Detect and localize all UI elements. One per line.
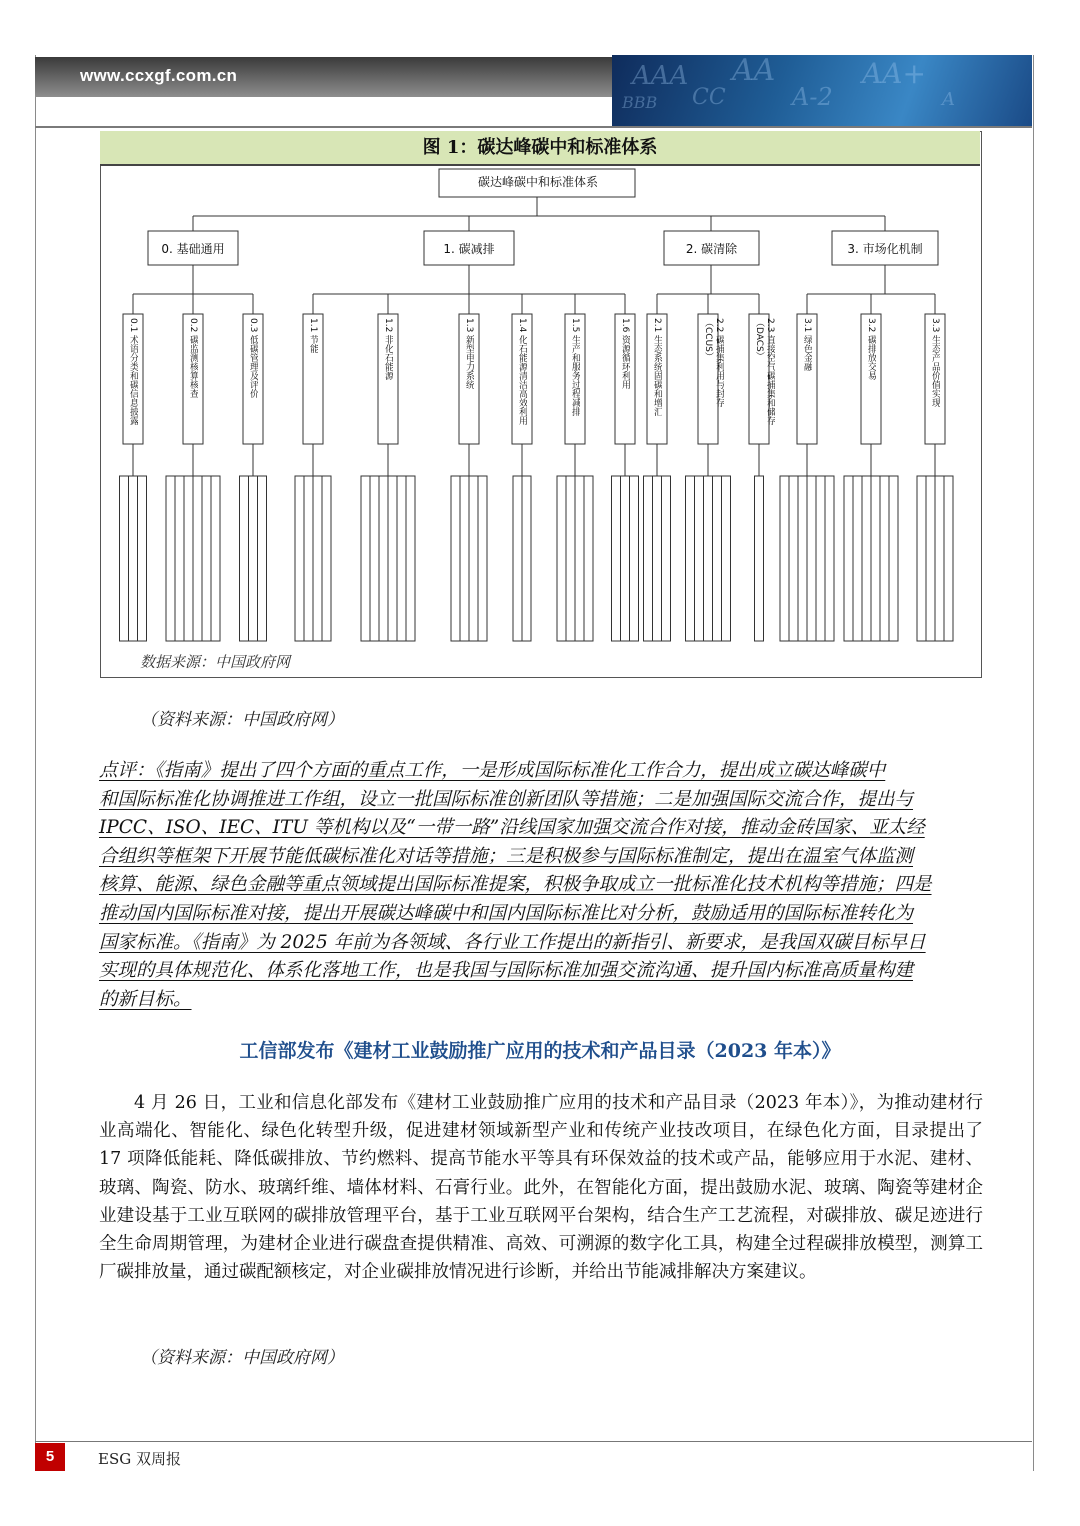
- tree-leaf-box: [120, 476, 129, 641]
- header-brand-title: ESG 双周报: [891, 34, 1002, 58]
- tree-l2-label: 3.2 碳排放交易: [866, 318, 876, 381]
- tree-leaf-box: [880, 476, 889, 641]
- figure-title: 图 1：碳达峰碳中和标准体系: [100, 131, 980, 166]
- comment-line: IPCC、ISO、IEC、ITU 等机构以及“一带一路”沿线国家加强交流合作对接，推动金砖国家、亚太经: [99, 817, 925, 839]
- tree-l1-label-3: 3. 市场化机制: [847, 242, 923, 256]
- tree-root-label: 碳达峰碳中和标准体系: [477, 175, 598, 189]
- tree-l2-label: 2.1 生态系统固碳和增汇: [652, 318, 662, 417]
- tree-leaf-box: [138, 476, 147, 641]
- tree-leaf-box: [388, 476, 397, 641]
- tree-leaf-box: [825, 476, 834, 641]
- tree-leaf-box: [460, 476, 469, 641]
- tree-leaf-box: [862, 476, 871, 641]
- tree-leaf-box: [469, 476, 478, 641]
- tree-leaf-box: [295, 476, 304, 641]
- figure-source: 数据来源：中国政府网: [140, 653, 291, 671]
- tree-leaf-box: [451, 476, 460, 641]
- header-brand-image: AAA AA BBB CC A-2 AA+ A: [612, 55, 1032, 127]
- tree-leaf-box: [653, 476, 662, 641]
- tree-leaf-box: [193, 476, 202, 641]
- article-body: 4 月 26 日，工业和信息化部发布《建材工业鼓励推广应用的技术和产品目录（2023 年本）》，为推动建材行业高端化、智能化、绿色化转型升级，促进建材领域新型产业和传统产业技改项目，在绿色化方面，目录提出了 17 项降低能耗、降低碳排放、节约燃料、提高节能水平等具有环保效益的技术或产品，能够应用于水泥、建材、玻璃、陶瓷、防水、玻璃纤维、墙体材料、石膏行业。此外，在智能化方面，提出鼓励水泥、玻璃、陶瓷等建材企业建设基于工业互联网的碳排放管理平台，基于工业互联网平台架构，结合生产工艺流程，对碳排放、碳足迹进行全生命周期管理，为建材企业进行碳盘查提供精准、高效、可溯源的数字化工具，构建全过程碳排放模型，测算工厂碳排放量，通过碳配额核定，对企业碳排放情况进行诊断，并给出节能减排解决方案建议。: [99, 1093, 983, 1283]
- tree-leaf-box: [644, 476, 653, 641]
- tree-leaf-box: [816, 476, 825, 641]
- tree-leaf-box: [755, 476, 764, 641]
- footer-divider: [35, 1441, 1032, 1442]
- comment-line: 实现的具体规范化、体系化落地工作，也是我国与国际标准加强交流沟通、提升国内标准高质量构建: [99, 960, 914, 982]
- tree-leaf-box: [621, 476, 630, 641]
- tree-leaf-box: [249, 476, 258, 641]
- header-url[interactable]: www.ccxgf.com.cn: [80, 66, 238, 85]
- tree-l1-label-0: 0. 基础通用: [161, 242, 225, 256]
- tree-leaf-box: [361, 476, 370, 641]
- tree-leaf-box: [853, 476, 862, 641]
- tree-leaf-box: [704, 476, 713, 641]
- tree-l2-label: 1.1 节能: [308, 318, 318, 354]
- tree-leaf-box: [686, 476, 695, 641]
- comment-line: 的新目标。: [99, 988, 192, 1010]
- tree-l2-label: 1.6 资源循环利用: [620, 318, 630, 390]
- tree-l2-label: 3.1 绿色金融: [802, 318, 812, 372]
- tree-leaf-box: [935, 476, 944, 641]
- tree-leaf-box: [612, 476, 621, 641]
- tree-l1-label-1: 1. 碳减排: [443, 242, 495, 256]
- comment-line: 合组织等框架下开展节能低碳标准化对话等措施；三是积极参与国际标准制定，提出在温室气体监测: [99, 845, 914, 867]
- tree-leaf-box: [807, 476, 816, 641]
- tree-leaf-box: [917, 476, 926, 641]
- tree-l2-label: 2.3 直接空气碳捕集和储存（DACS）: [754, 318, 775, 426]
- tree-leaf-box: [780, 476, 789, 641]
- tree-leaf-box: [304, 476, 313, 641]
- tree-leaf-box: [789, 476, 798, 641]
- tree-l2-label: 0.3 低碳管理及评价: [248, 318, 258, 399]
- tree-leaf-box: [211, 476, 220, 641]
- comment-line: 国家标准。《指南》为 2025 年前为各领域、各行业工作提出的新指引、新要求，是我国双碳目标早日: [99, 931, 926, 953]
- footer-title: ESG 双周报: [98, 1450, 181, 1468]
- tree-leaf-box: [202, 476, 211, 641]
- tree-l2-label: 2.2 碳捕集利用与封存（CCUS）: [703, 318, 724, 408]
- tree-l2-label: 0.1 术语分类和碳信息披露: [128, 318, 138, 426]
- tree-leaf-box: [406, 476, 415, 641]
- tree-leaf-box: [926, 476, 935, 641]
- tree-leaf-box: [844, 476, 853, 641]
- comment-line: 和国际标准化协调推进工作组，设立一批国际标准创新团队等措施；二是加强国际交流合作，提出与: [99, 788, 914, 810]
- tree-leaf-box: [575, 476, 584, 641]
- tree-l2-label: 1.4 化石能源清洁高效利用: [517, 318, 527, 426]
- tree-leaf-box: [662, 476, 671, 641]
- tree-leaf-box: [166, 476, 175, 641]
- tree-l2-label: 1.2 非化石能源: [383, 318, 393, 381]
- tree-leaf-box: [522, 476, 531, 641]
- comment-line: 推动国内国际标准对接，提出开展碳达峰碳中和国内国际标准比对分析，鼓励适用的国际标准转化为: [99, 902, 914, 924]
- tree-leaf-box: [566, 476, 575, 641]
- tree-leaf-box: [175, 476, 184, 641]
- comment-line: 点评：《指南》提出了四个方面的重点工作，一是形成国际标准化工作合力，提出成立碳达峰碳中: [99, 760, 886, 781]
- tree-l2-label: 1.3 新型电力系统: [464, 318, 474, 390]
- header-divider: [35, 126, 1032, 128]
- tree-leaf-box: [557, 476, 566, 641]
- tree-leaf-box: [322, 476, 331, 641]
- tree-leaf-box: [584, 476, 593, 641]
- tree-leaf-box: [944, 476, 953, 641]
- article-source: （资料来源：中国政府网）: [140, 1348, 344, 1368]
- tree-leaf-box: [722, 476, 731, 641]
- tree-leaf-box: [889, 476, 898, 641]
- tree-l2-label: 1.5 生产和服务过程减排: [570, 318, 580, 417]
- tree-leaf-box: [478, 476, 487, 641]
- tree-leaf-box: [184, 476, 193, 641]
- tree-leaf-box: [513, 476, 522, 641]
- comment-line: 核算、能源、绿色金融等重点领域提出国际标准提案，积极争取成立一批标准化技术机构等措施；四是: [99, 874, 932, 896]
- tree-leaf-box: [129, 476, 138, 641]
- tree-leaf-box: [258, 476, 267, 641]
- tree-leaf-box: [379, 476, 388, 641]
- tree-leaf-box: [695, 476, 704, 641]
- tree-leaf-box: [313, 476, 322, 641]
- tree-leaf-box: [240, 476, 249, 641]
- article-heading: 工信部发布《建材工业鼓励推广应用的技术和产品目录（2023 年本）》: [239, 1040, 841, 1062]
- tree-l1-label-2: 2. 碳清除: [685, 242, 738, 256]
- comment-paragraph: [99, 757, 983, 1014]
- source-line-1: （资料来源：中国政府网）: [140, 710, 344, 730]
- tree-leaf-box: [871, 476, 880, 641]
- tree-leaf-box: [798, 476, 807, 641]
- page-number: 5: [35, 1443, 65, 1471]
- tree-leaf-box: [397, 476, 406, 641]
- tree-leaf-box: [370, 476, 379, 641]
- tree-l2-label: 0.2 碳监测核算核查: [188, 318, 198, 399]
- tree-leaf-box: [630, 476, 639, 641]
- tree-leaf-box: [713, 476, 722, 641]
- tree-l2-label: 3.3 生态产品价值实现: [930, 318, 940, 408]
